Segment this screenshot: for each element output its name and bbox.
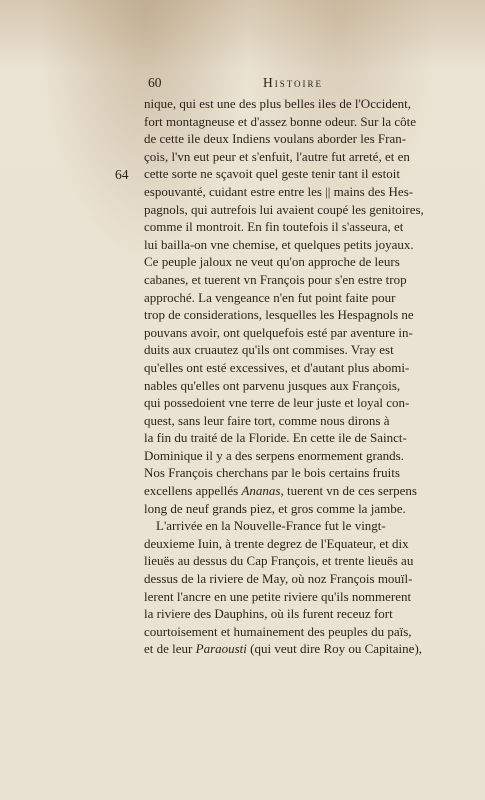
text-line: Dominique il y a des serpens enormement grands. [144,447,404,463]
text-line: la riviere des Dauphins, où ils furent receuz fort [144,606,393,622]
text-line: espouvanté, cuidant estre entre les || mains des Hes- [144,183,414,199]
text-line: long de neuf grands piez, et gros comme la jambe. [144,500,406,516]
margin-page-reference: 64 [115,167,129,182]
text-line: la fin du traité de la Floride. En cette ile de Sainct- [144,430,407,446]
text-line: excellens appellés Ananas, tuerent vn de ces serpens [144,483,417,499]
text-line: quest, sans leur faire tort, comme nous dirons à [144,412,390,428]
text-line: fort montagneuse et d'assez bonne odeur. Sur la côte [144,113,417,129]
text-line: deuxieme Iuin, à trente degrez de l'Equateur, et dix [144,535,409,551]
text-line: Ce peuple jaloux ne veut qu'on approche de leurs [144,254,400,270]
text-line: pagnols, qui autrefois lui avaient coupé les genitoires, [144,201,424,217]
text-line: pouvans avoir, ont quelquefois esté par aventure in- [144,324,413,340]
text-line: qu'elles ont esté excessives, et d'autant plus abomi- [144,359,410,375]
text-line: cette sorte ne sçavoit quel geste tenir tant il estoit [144,166,400,182]
text-line: courtoisement et humainement des peuples du païs, [144,623,412,639]
text-line: approché. La vengeance n'en fut point faite pour [144,289,396,305]
text-line: cabanes, et tuerent vn François pour s'en estre trop [144,271,407,287]
text-line: nique, qui est une des plus belles iles de l'Occident, [144,96,411,111]
text-line: de cette ile deux Indiens voulans aborder les Fran- [144,131,407,147]
text-line: et de leur Paraousti (qui veut dire Roy ou Capitaine), [144,641,423,657]
paragraph-first-line: L'arrivée en la Nouvelle-France fut le vingt- [156,518,386,534]
text-line: çois, l'vn eut peur et s'enfuit, l'autre fut arreté, et en [144,148,410,164]
body-text [144,95,444,658]
text-line: Nos François cherchans par le bois certains fruits [144,465,400,481]
page-stain [0,0,485,70]
text-line: dessus de la riviere de May, où noz François mouïl- [144,571,413,587]
text-line: lerent l'ancre en une petite riviere qu'ils nommerent [144,588,412,604]
text-line: nables qu'elles ont parvenu jusques aux François, [144,377,401,393]
text-line: qui possedoient vne terre de leur juste et loyal con- [144,395,410,411]
text-line: trop de considerations, lesquelles les Hespagnols ne [144,307,414,323]
text-line: comme il montroit. En fin toutefois il s'asseura, et [144,219,404,235]
page-number: 60 [148,75,162,90]
text-line: duits aux cruautez qu'ils ont commises. Vray est [144,342,394,358]
running-title: Histoire [262,75,324,90]
running-header [148,75,438,93]
text-line: lui bailla-on vne chemise, et quelques petits joyaux. [144,236,414,252]
text-line: lieuës au dessus du Cap François, et trente lieuës au [144,553,414,569]
